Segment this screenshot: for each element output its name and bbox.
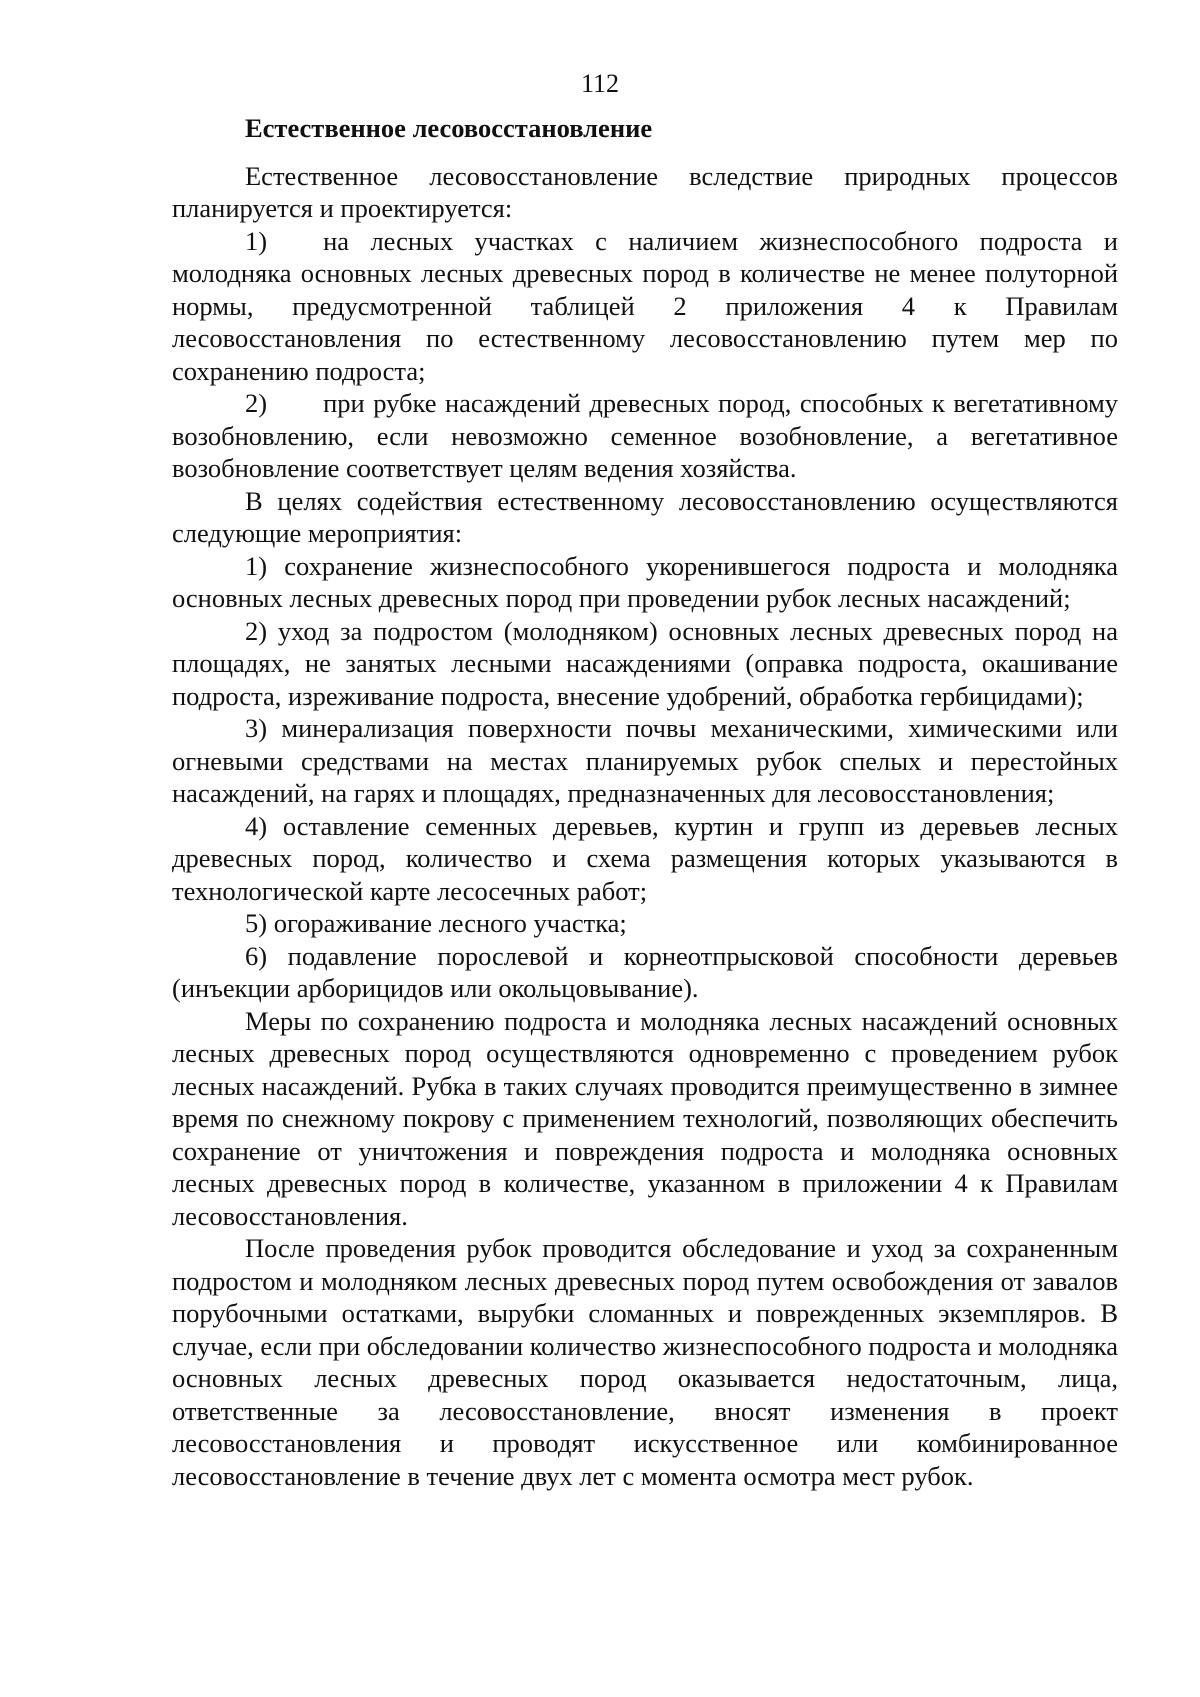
list-item-2-text: при рубке насаждений древесных пород, способных к вегетативному возобновлению, если невозможно семенное возобновление, а вегетативное возобновление соответствует целям ведения хозяйства. bbox=[172, 388, 1118, 483]
measure-item-2: 2) уход за подростом (молодняком) основных лесных древесных пород на площадях, не занятых лесными насаждениями (оправка подроста, окашивание подроста, изреживание подроста, внесение удобрений, обработка гербицидами); bbox=[172, 615, 1118, 711]
list-item-1-text: на лесных участках с наличием жизнеспособного подроста и молодняка основных лесных древесных пород в количестве не менее полуторной нормы, предусмотренной таблицей 2 приложения 4 к Правилам лесовосстановления по естественному лесовосстановлению путем мер по сохранению подроста; bbox=[172, 225, 1118, 386]
list-item-2-number: 2) bbox=[245, 388, 268, 418]
measure-item-4: 4) оставление семенных деревьев, куртин и групп из деревьев лесных древесных пород, количество и схема размещения которых указываются в технологической карте лесосечных работ; bbox=[172, 810, 1118, 906]
measure-item-3: 3) минерализация поверхности почвы механическими, химическими или огневыми средствами на местах планируемых рубок спелых и перестойных насаждений, на гарях и площадях, предназначенных для лесовосстановления; bbox=[172, 713, 1118, 808]
paragraph-after-felling: После проведения рубок проводится обследование и уход за сохраненным подростом и молодняком лесных древесных пород путем освобождения от завалов порубочными остатками, вырубки сломанных и поврежденных экземпляров. В случае, если при обследовании количество жизнеспособного подроста и молодняка основных лесных древесных пород оказывается недостаточным, лица, ответственные за лесовосстановление, вносят изменения в проект лесовосстановления и проводят искусственное или комбинированное лесовосстановление в течение двух лет с момента осмотра мест рубок. bbox=[172, 1233, 1118, 1491]
measure-item-1: 1) сохранение жизнеспособного укоренившегося подроста и молодняка основных лесных древесных пород при проведении рубок лесных насаждений; bbox=[172, 550, 1118, 613]
paragraph-preservation: Меры по сохранению подроста и молодняка лесных насаждений основных лесных древесных пород осуществляются одновременно с проведением рубок лесных насаждений. Рубка в таких случаях проводится преимущественно в зимнее время по снежному покрову с применением технологий, позволяющих обеспечить сохранение от уничтожения и повреждения подроста и молодняка основных лесных древесных пород в количестве, указанном в приложении 4 к Правилам лесовосстановления. bbox=[172, 1005, 1118, 1231]
measure-item-6: 6) подавление порослевой и корнеотпрысковой способности деревьев (инъекции арборицидов или окольцовывание). bbox=[172, 940, 1118, 1003]
list-item-2 bbox=[172, 387, 1118, 485]
document-body bbox=[172, 112, 1118, 1492]
paragraph-measures-intro: В целях содействия естественному лесовосстановлению осуществляются следующие мероприятия: bbox=[172, 485, 1118, 548]
list-item-1 bbox=[172, 225, 1118, 388]
measure-item-5: 5) огораживание лесного участка; bbox=[245, 908, 627, 938]
list-item-1-number: 1) bbox=[245, 225, 268, 256]
section-heading: Естественное лесовосстановление bbox=[245, 113, 653, 143]
page-number: 112 bbox=[580, 69, 620, 98]
paragraph-intro: Естественное лесовосстановление вследствие природных процессов планируется и проектируется: bbox=[172, 160, 1118, 223]
